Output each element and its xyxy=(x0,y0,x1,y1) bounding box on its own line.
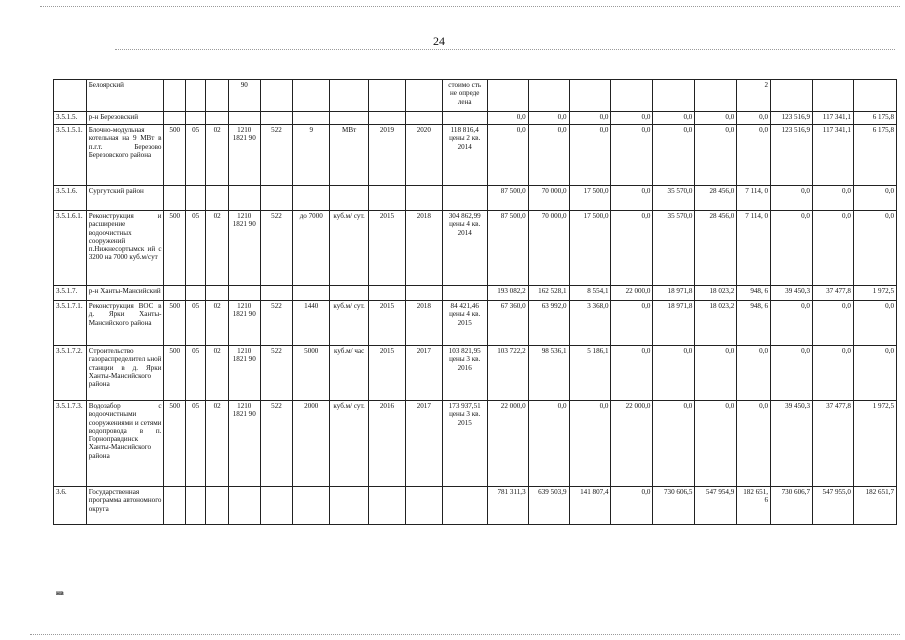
page-number: 24 xyxy=(433,34,445,48)
table-cell xyxy=(228,112,260,125)
table-cell: 84 421,46 цены 4 кв. 2015 xyxy=(442,301,487,346)
table-cell xyxy=(260,80,293,112)
table-cell: 0,0 xyxy=(853,346,896,401)
table-cell: 39 450,3 xyxy=(771,286,813,301)
table-cell xyxy=(812,80,853,112)
table-cell: 22 000,0 xyxy=(611,286,653,301)
table-cell xyxy=(185,112,205,125)
table-cell: 781 311,3 xyxy=(487,487,528,525)
table-cell: 2018 xyxy=(405,211,442,286)
table-cell: 37 477,8 xyxy=(812,401,853,487)
table-cell: МВт xyxy=(330,125,369,186)
row-name-cell: Сургутский район xyxy=(86,186,164,211)
table-cell: 304 862,99 цены 4 кв. 2014 xyxy=(442,211,487,286)
row-code-cell xyxy=(54,80,87,112)
table-cell: 182 651,7 xyxy=(853,487,896,525)
table-cell: 05 xyxy=(185,211,205,286)
table-cell: 5000 xyxy=(293,346,330,401)
table-cell: 7 114, 0 xyxy=(737,186,771,211)
table-cell: 0,0 xyxy=(569,401,611,487)
table-cell: 2016 xyxy=(369,401,406,487)
table-cell: 18 023,2 xyxy=(695,301,737,346)
table-row xyxy=(54,112,897,125)
row-code-cell: 3.5.1.7.1. xyxy=(54,301,87,346)
table-cell xyxy=(293,186,330,211)
row-name-cell: Государственная программа автономного округа xyxy=(86,487,164,525)
table-cell: 547 955,0 xyxy=(812,487,853,525)
table-cell: 123 516,9 xyxy=(771,112,813,125)
table-cell: 67 360,0 xyxy=(487,301,528,346)
table-cell: 02 xyxy=(206,301,229,346)
table-cell: 2000 xyxy=(293,401,330,487)
table-cell: 1 972,5 xyxy=(853,401,896,487)
table-cell: 0,0 xyxy=(611,346,653,401)
table-cell xyxy=(164,112,185,125)
row-name-cell: Блочно-модульная котельная на 9 МВт в п.г.т. Березово Березовского района xyxy=(86,125,164,186)
table-cell xyxy=(771,80,813,112)
table-cell: 05 xyxy=(185,401,205,487)
table-cell xyxy=(330,112,369,125)
table-cell: 0,0 xyxy=(812,211,853,286)
table-cell: 0,0 xyxy=(695,401,737,487)
table-cell xyxy=(260,186,293,211)
table-cell: 0,0 xyxy=(771,346,813,401)
table-cell xyxy=(206,186,229,211)
table-cell xyxy=(369,112,406,125)
table-cell xyxy=(293,112,330,125)
scan-edge-top xyxy=(40,6,900,7)
table-cell: 6 175,8 xyxy=(853,125,896,186)
table-cell: 1210 1821 90 xyxy=(228,125,260,186)
table-cell: 117 341,1 xyxy=(812,112,853,125)
investment-program-table xyxy=(53,79,897,525)
table-cell: 948, 6 xyxy=(737,301,771,346)
table-cell: 500 xyxy=(164,211,185,286)
table-cell: 0,0 xyxy=(653,346,695,401)
table-cell: 3 368,0 xyxy=(569,301,611,346)
table-cell xyxy=(853,80,896,112)
table-cell xyxy=(164,80,185,112)
table-cell: 500 xyxy=(164,401,185,487)
table-cell: 1 972,5 xyxy=(853,286,896,301)
table-row xyxy=(54,186,897,211)
table-cell: 18 971,8 xyxy=(653,301,695,346)
table-cell xyxy=(164,487,185,525)
table-cell: 8 554,1 xyxy=(569,286,611,301)
table-cell: 0,0 xyxy=(853,186,896,211)
table-cell xyxy=(405,80,442,112)
table-cell: 2 xyxy=(737,80,771,112)
row-name-cell: Реконструкция и расширение водоочистных сооружений п.Нижнесортымск ий с 3200 на 7000 куб.м/сут xyxy=(86,211,164,286)
table-cell: 0,0 xyxy=(695,112,737,125)
table-cell: 02 xyxy=(206,401,229,487)
table-cell xyxy=(293,487,330,525)
table-cell: 35 570,0 xyxy=(653,211,695,286)
table-cell xyxy=(164,186,185,211)
table-cell: 0,0 xyxy=(771,186,813,211)
header-divider xyxy=(115,49,895,50)
table-cell: 05 xyxy=(185,346,205,401)
table-body xyxy=(54,80,897,525)
table-cell: 87 500,0 xyxy=(487,186,528,211)
table-cell: 2017 xyxy=(405,401,442,487)
table-cell: 35 570,0 xyxy=(653,186,695,211)
table-cell: 103 821,95 цены 3 кв. 2016 xyxy=(442,346,487,401)
table-cell: 117 341,1 xyxy=(812,125,853,186)
table-cell: 18 971,8 xyxy=(653,286,695,301)
table-cell: 1440 xyxy=(293,301,330,346)
table-cell: 2019 xyxy=(369,125,406,186)
table-cell: 90 xyxy=(228,80,260,112)
table-cell xyxy=(330,80,369,112)
table-cell: 500 xyxy=(164,346,185,401)
table-cell: 22 000,0 xyxy=(487,401,528,487)
table-cell: 0,0 xyxy=(771,301,813,346)
table-cell: 0,0 xyxy=(569,125,611,186)
table-cell: 162 528,1 xyxy=(528,286,569,301)
table-cell: 0,0 xyxy=(528,112,569,125)
table-cell: 0,0 xyxy=(653,112,695,125)
table-row xyxy=(54,346,897,401)
table-cell: 0,0 xyxy=(737,112,771,125)
table-cell: 0,0 xyxy=(611,301,653,346)
table-cell: 522 xyxy=(260,401,293,487)
table-cell: 70 000,0 xyxy=(528,186,569,211)
table-cell xyxy=(487,80,528,112)
table-cell: 18 023,2 xyxy=(695,286,737,301)
row-name-cell: Строительство газораспределител ьной станции в д. Ярки Ханты-Мансийского района xyxy=(86,346,164,401)
table-cell: 730 606,7 xyxy=(771,487,813,525)
table-cell: 118 816,4 цены 2 кв. 2014 xyxy=(442,125,487,186)
table-cell: куб.м/ сут. xyxy=(330,401,369,487)
table-cell: 0,0 xyxy=(737,401,771,487)
table-cell xyxy=(369,186,406,211)
table-cell xyxy=(228,186,260,211)
table-cell: 02 xyxy=(206,125,229,186)
table-cell: 17 500,0 xyxy=(569,211,611,286)
row-code-cell: 3.5.1.7. xyxy=(54,286,87,301)
table-cell: 17 500,0 xyxy=(569,186,611,211)
table-cell: 2015 xyxy=(369,346,406,401)
row-code-cell: 3.5.1.5.1. xyxy=(54,125,87,186)
table-cell: 87 500,0 xyxy=(487,211,528,286)
table-cell: 0,0 xyxy=(695,125,737,186)
table-row xyxy=(54,211,897,286)
table-cell: 02 xyxy=(206,346,229,401)
table-row xyxy=(54,301,897,346)
table-cell xyxy=(185,186,205,211)
table-cell: 0,0 xyxy=(695,346,737,401)
table-cell: 39 450,3 xyxy=(771,401,813,487)
table-cell: 0,0 xyxy=(812,186,853,211)
table-cell: 2020 xyxy=(405,125,442,186)
table-cell: 1210 1821 90 xyxy=(228,211,260,286)
table-cell: 0,0 xyxy=(737,346,771,401)
table-cell xyxy=(185,80,205,112)
table-cell: 0,0 xyxy=(611,487,653,525)
table-cell xyxy=(330,286,369,301)
table-cell xyxy=(369,286,406,301)
table-cell: 37 477,8 xyxy=(812,286,853,301)
table-cell xyxy=(228,286,260,301)
row-code-cell: 3.5.1.5. xyxy=(54,112,87,125)
table-row xyxy=(54,401,897,487)
row-name-cell: Реконструкция ВОС в д. Ярки Ханты-Мансийского района xyxy=(86,301,164,346)
table-cell xyxy=(611,80,653,112)
row-code-cell: 3.5.1.7.3. xyxy=(54,401,87,487)
table-cell: 2015 xyxy=(369,211,406,286)
table-cell: 05 xyxy=(185,125,205,186)
table-cell xyxy=(405,286,442,301)
table-cell: 6 175,8 xyxy=(853,112,896,125)
table-cell xyxy=(369,487,406,525)
table-cell: 500 xyxy=(164,301,185,346)
table-cell: 0,0 xyxy=(737,125,771,186)
table-cell: 28 456,0 xyxy=(695,186,737,211)
table-cell xyxy=(228,487,260,525)
table-cell: 28 456,0 xyxy=(695,211,737,286)
table-cell: 63 992,0 xyxy=(528,301,569,346)
table-cell: 0,0 xyxy=(611,112,653,125)
table-cell: 0,0 xyxy=(528,125,569,186)
table-cell: 547 954,9 xyxy=(695,487,737,525)
footer-mark: нв xyxy=(56,589,64,597)
table-cell: 0,0 xyxy=(653,401,695,487)
table-cell: 522 xyxy=(260,301,293,346)
table-cell xyxy=(442,112,487,125)
table-cell: 0,0 xyxy=(528,401,569,487)
table-cell: 0,0 xyxy=(771,211,813,286)
table-cell: стоимо сть не опреде лена xyxy=(442,80,487,112)
row-name-cell: Водозабор с водоочистными сооружениями и сетями водопровода в п. Горноправдинск Ханты-Мансийского района xyxy=(86,401,164,487)
table-cell: 05 xyxy=(185,301,205,346)
table-cell: 0,0 xyxy=(569,112,611,125)
table-cell: 103 722,2 xyxy=(487,346,528,401)
table-cell xyxy=(185,286,205,301)
table-cell xyxy=(330,186,369,211)
table-row xyxy=(54,80,897,112)
table-cell: 0,0 xyxy=(853,211,896,286)
table-cell: 0,0 xyxy=(611,186,653,211)
table-cell xyxy=(528,80,569,112)
table-cell: 522 xyxy=(260,346,293,401)
table-cell: 70 000,0 xyxy=(528,211,569,286)
table-cell: 522 xyxy=(260,125,293,186)
table-cell: 639 503,9 xyxy=(528,487,569,525)
table-cell: 0,0 xyxy=(487,112,528,125)
table-row xyxy=(54,286,897,301)
table-cell: 730 606,5 xyxy=(653,487,695,525)
table-cell: до 7000 xyxy=(293,211,330,286)
table-cell: 1210 1821 90 xyxy=(228,301,260,346)
table-cell: 22 000,0 xyxy=(611,401,653,487)
table-cell: 2015 xyxy=(369,301,406,346)
row-name-cell: р-н Березовский xyxy=(86,112,164,125)
table-cell xyxy=(569,80,611,112)
row-code-cell: 3.5.1.6.1. xyxy=(54,211,87,286)
table-cell xyxy=(260,487,293,525)
table-cell: 522 xyxy=(260,211,293,286)
table-cell xyxy=(405,112,442,125)
table-cell xyxy=(695,80,737,112)
table-cell: 500 xyxy=(164,125,185,186)
table-cell: куб.м/ сут. xyxy=(330,301,369,346)
table-cell xyxy=(442,286,487,301)
table-cell xyxy=(293,286,330,301)
scan-edge-bottom xyxy=(30,634,900,635)
table-cell xyxy=(653,80,695,112)
table-cell: 1210 1821 90 xyxy=(228,401,260,487)
table-cell: 02 xyxy=(206,211,229,286)
table-cell xyxy=(405,487,442,525)
row-name-cell: р-н Ханты-Мансийский xyxy=(86,286,164,301)
table-cell: 0,0 xyxy=(611,125,653,186)
table-cell: 123 516,9 xyxy=(771,125,813,186)
table-cell: 0,0 xyxy=(653,125,695,186)
table-cell: 173 937,51 цены 3 кв. 2015 xyxy=(442,401,487,487)
table-cell: 0,0 xyxy=(853,301,896,346)
table-cell xyxy=(442,186,487,211)
table-cell xyxy=(206,286,229,301)
table-cell: 2018 xyxy=(405,301,442,346)
table-cell xyxy=(206,112,229,125)
table-cell: 0,0 xyxy=(812,301,853,346)
row-code-cell: 3.6. xyxy=(54,487,87,525)
row-code-cell: 3.5.1.7.2. xyxy=(54,346,87,401)
row-name-cell: Белоярский xyxy=(86,80,164,112)
table-cell: 0,0 xyxy=(611,211,653,286)
table-cell: 98 536,1 xyxy=(528,346,569,401)
table-cell: 1210 1821 90 xyxy=(228,346,260,401)
table-cell: 948, 6 xyxy=(737,286,771,301)
table-cell: куб.м/ час xyxy=(330,346,369,401)
table-cell xyxy=(260,112,293,125)
table-cell xyxy=(164,286,185,301)
table-cell: 0,0 xyxy=(812,346,853,401)
table-cell: 0,0 xyxy=(487,125,528,186)
table-cell xyxy=(206,80,229,112)
table-row xyxy=(54,487,897,525)
table-cell: 7 114, 0 xyxy=(737,211,771,286)
table-cell xyxy=(369,80,406,112)
table-cell xyxy=(185,487,205,525)
table-cell xyxy=(206,487,229,525)
table-cell: 9 xyxy=(293,125,330,186)
table-cell xyxy=(330,487,369,525)
table-cell: 141 807,4 xyxy=(569,487,611,525)
table-row xyxy=(54,125,897,186)
table-cell xyxy=(260,286,293,301)
table-cell: 182 651, 6 xyxy=(737,487,771,525)
table-cell xyxy=(293,80,330,112)
table-cell xyxy=(442,487,487,525)
row-code-cell: 3.5.1.6. xyxy=(54,186,87,211)
table-cell: 2017 xyxy=(405,346,442,401)
table-cell xyxy=(405,186,442,211)
table-cell: куб.м/ сут. xyxy=(330,211,369,286)
table-cell: 5 186,1 xyxy=(569,346,611,401)
table-cell: 193 082,2 xyxy=(487,286,528,301)
